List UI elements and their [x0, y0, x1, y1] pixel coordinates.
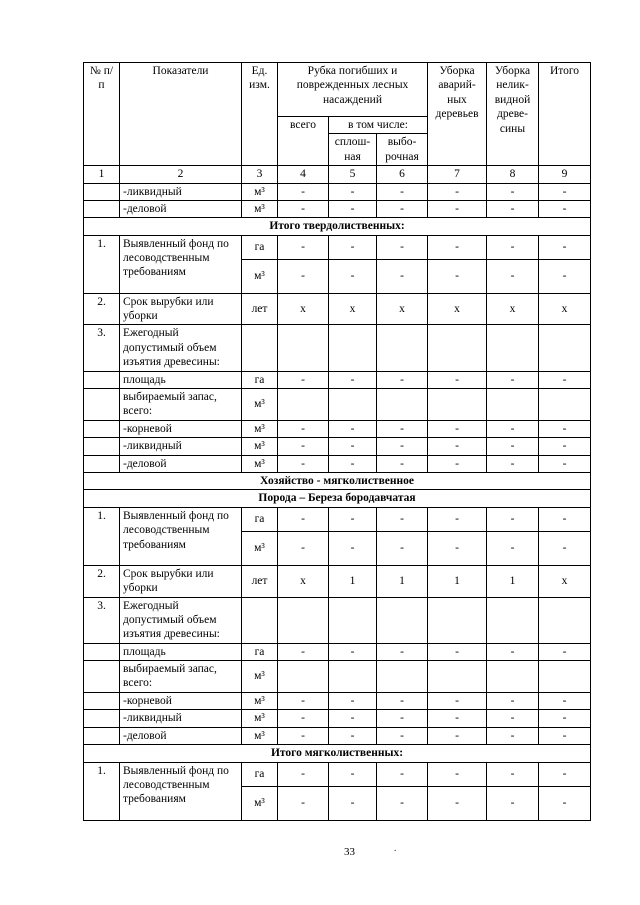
data-cell: - — [329, 727, 377, 744]
row-unit: га — [242, 235, 278, 259]
page-number: 33 — [344, 846, 355, 858]
data-cell: 1 — [487, 565, 539, 597]
data-cell: - — [487, 531, 539, 565]
table-row — [84, 693, 591, 710]
row-unit: м³ — [242, 438, 278, 455]
table-row — [84, 183, 591, 200]
row-number: 3. — [84, 597, 120, 643]
row-label: -корневой — [120, 420, 242, 437]
data-cell — [377, 388, 428, 420]
row-number: 1. — [84, 762, 120, 820]
col-number: 3 — [242, 166, 278, 183]
col-illiquid-header: Уборка нелик-видной древе-сины — [487, 63, 539, 166]
data-cell: - — [329, 371, 377, 388]
empty-cell — [278, 597, 329, 643]
data-cell: х — [539, 293, 591, 325]
col-number: 6 — [377, 166, 428, 183]
data-cell: - — [329, 710, 377, 727]
col-number: 8 — [487, 166, 539, 183]
data-cell: - — [329, 420, 377, 437]
row-unit: м³ — [242, 420, 278, 437]
row-number — [84, 371, 120, 388]
data-cell: - — [278, 420, 329, 437]
data-cell: - — [329, 693, 377, 710]
data-cell — [278, 661, 329, 693]
data-cell: - — [428, 762, 487, 786]
data-cell — [329, 661, 377, 693]
row-label: -корневой — [120, 693, 242, 710]
row-number — [84, 438, 120, 455]
data-cell: - — [278, 200, 329, 217]
data-cell — [428, 661, 487, 693]
data-cell: - — [377, 235, 428, 259]
table-row — [84, 762, 591, 786]
data-cell: - — [278, 183, 329, 200]
row-unit: м³ — [242, 661, 278, 693]
col-unit-header: Ед. изм. — [242, 63, 278, 166]
col-number: 1 — [84, 166, 120, 183]
data-cell: - — [329, 643, 377, 660]
table-row — [84, 597, 591, 643]
col-no-header: № п/п — [84, 63, 120, 166]
data-cell: - — [278, 531, 329, 565]
col-number: 5 — [329, 166, 377, 183]
row-label: площадь — [120, 643, 242, 660]
data-cell: - — [329, 438, 377, 455]
data-cell: - — [487, 438, 539, 455]
data-cell: - — [329, 455, 377, 472]
row-unit: м³ — [242, 455, 278, 472]
empty-cell — [487, 325, 539, 371]
col-indicator-header: Показатели — [120, 63, 242, 166]
table-row — [84, 643, 591, 660]
data-cell: - — [377, 455, 428, 472]
data-cell: - — [329, 183, 377, 200]
row-unit: м³ — [242, 259, 278, 293]
data-cell: - — [377, 200, 428, 217]
data-cell: - — [377, 438, 428, 455]
row-unit: лет — [242, 565, 278, 597]
table-row — [84, 293, 591, 325]
data-cell: - — [487, 455, 539, 472]
row-unit: лет — [242, 293, 278, 325]
data-cell: - — [539, 762, 591, 786]
data-cell: - — [377, 693, 428, 710]
data-cell: х — [428, 293, 487, 325]
data-cell: - — [539, 420, 591, 437]
data-cell: - — [278, 507, 329, 531]
data-cell: х — [329, 293, 377, 325]
data-cell: - — [487, 786, 539, 820]
row-number — [84, 420, 120, 437]
data-cell: - — [428, 371, 487, 388]
data-cell: - — [487, 235, 539, 259]
table-row — [84, 565, 591, 597]
data-cell: - — [428, 259, 487, 293]
data-cell: - — [539, 727, 591, 744]
data-cell: - — [428, 643, 487, 660]
data-cell: - — [329, 762, 377, 786]
data-cell: - — [428, 455, 487, 472]
data-cell: х — [278, 565, 329, 597]
row-unit: га — [242, 762, 278, 786]
row-label: -ликвидный — [120, 183, 242, 200]
empty-cell — [242, 325, 278, 371]
col-emergency-header: Уборка аварий-ных деревьев — [428, 63, 487, 166]
data-cell: - — [539, 710, 591, 727]
data-cell: - — [428, 438, 487, 455]
data-cell: - — [539, 507, 591, 531]
data-cell: - — [428, 200, 487, 217]
col-number: 2 — [120, 166, 242, 183]
row-unit: м³ — [242, 200, 278, 217]
table-row — [84, 420, 591, 437]
data-cell: - — [377, 183, 428, 200]
row-number — [84, 693, 120, 710]
row-number — [84, 727, 120, 744]
data-cell: - — [539, 183, 591, 200]
data-cell: - — [377, 762, 428, 786]
data-cell: - — [428, 710, 487, 727]
empty-cell — [242, 597, 278, 643]
row-unit: м³ — [242, 693, 278, 710]
data-cell: - — [329, 200, 377, 217]
data-cell: - — [377, 710, 428, 727]
col-number: 9 — [539, 166, 591, 183]
row-label: -ликвидный — [120, 438, 242, 455]
data-cell: х — [377, 293, 428, 325]
data-cell: - — [377, 531, 428, 565]
row-label: выбираемый запас, всего: — [120, 388, 242, 420]
data-cell: 1 — [428, 565, 487, 597]
data-cell: - — [539, 438, 591, 455]
data-cell: - — [377, 507, 428, 531]
data-cell: - — [428, 531, 487, 565]
data-cell: - — [278, 235, 329, 259]
table-row — [84, 455, 591, 472]
data-cell: - — [428, 693, 487, 710]
data-cell: - — [428, 420, 487, 437]
empty-cell — [487, 597, 539, 643]
data-cell: - — [487, 710, 539, 727]
data-cell: х — [539, 565, 591, 597]
data-cell — [487, 661, 539, 693]
row-unit: м³ — [242, 388, 278, 420]
data-table — [83, 62, 591, 821]
data-cell: х — [487, 293, 539, 325]
empty-cell — [329, 597, 377, 643]
table-row — [84, 438, 591, 455]
row-number: 2. — [84, 565, 120, 597]
row-number — [84, 661, 120, 693]
table-row — [84, 507, 591, 531]
data-cell: - — [278, 438, 329, 455]
data-cell: - — [539, 235, 591, 259]
row-label: Ежегодный допустимый объем изъятия древесины: — [120, 597, 242, 643]
table-row — [84, 727, 591, 744]
data-cell: - — [329, 507, 377, 531]
section-title: Итого твердолиственных: — [84, 218, 591, 235]
data-cell — [539, 661, 591, 693]
col-sum-header: Итого — [539, 63, 591, 166]
table-row — [84, 388, 591, 420]
data-cell: - — [487, 259, 539, 293]
data-cell: - — [278, 643, 329, 660]
data-cell: - — [329, 531, 377, 565]
row-number — [84, 455, 120, 472]
row-number — [84, 388, 120, 420]
col-number: 7 — [428, 166, 487, 183]
data-cell: - — [377, 259, 428, 293]
data-cell: - — [278, 455, 329, 472]
table-row — [84, 371, 591, 388]
data-cell: - — [487, 183, 539, 200]
data-cell — [428, 388, 487, 420]
empty-cell — [539, 325, 591, 371]
row-number — [84, 710, 120, 727]
data-cell — [278, 388, 329, 420]
row-unit: м³ — [242, 710, 278, 727]
data-cell — [539, 388, 591, 420]
row-number: 2. — [84, 293, 120, 325]
row-label: -ликвидный — [120, 710, 242, 727]
row-label: Выявленный фонд по лесоводственным требованиям — [120, 507, 242, 565]
data-cell: х — [278, 293, 329, 325]
col-incl-header: в том числе: — [329, 117, 428, 134]
col-number: 4 — [278, 166, 329, 183]
data-cell: - — [329, 235, 377, 259]
data-cell: - — [377, 420, 428, 437]
page-mark: . — [394, 843, 397, 853]
data-cell: - — [377, 786, 428, 820]
empty-cell — [329, 325, 377, 371]
section-title: Итого мягколиственных: — [84, 745, 591, 762]
data-cell: - — [278, 693, 329, 710]
empty-cell — [278, 325, 329, 371]
data-cell: - — [539, 643, 591, 660]
row-number — [84, 643, 120, 660]
data-cell: - — [377, 727, 428, 744]
col-clear-header: сплош-ная — [329, 134, 377, 166]
data-cell: - — [539, 371, 591, 388]
row-number: 1. — [84, 235, 120, 293]
data-cell: - — [428, 235, 487, 259]
row-unit: м³ — [242, 786, 278, 820]
row-label: Срок вырубки или уборки — [120, 293, 242, 325]
data-cell: - — [539, 786, 591, 820]
data-cell: 1 — [329, 565, 377, 597]
data-cell: - — [487, 507, 539, 531]
data-cell: - — [487, 371, 539, 388]
col-total-header: всего — [278, 117, 329, 166]
empty-cell — [428, 325, 487, 371]
col-felling-header: Рубка погибших и поврежденных лесных насаждений — [278, 63, 428, 117]
row-label: Срок вырубки или уборки — [120, 565, 242, 597]
data-cell — [329, 388, 377, 420]
row-number: 3. — [84, 325, 120, 371]
row-label: площадь — [120, 371, 242, 388]
table-row — [84, 235, 591, 259]
table-row — [84, 325, 591, 371]
data-cell: - — [428, 183, 487, 200]
data-cell: - — [428, 786, 487, 820]
data-cell: - — [487, 420, 539, 437]
table-row — [84, 200, 591, 217]
data-cell: - — [428, 727, 487, 744]
data-cell: - — [278, 259, 329, 293]
row-unit: га — [242, 371, 278, 388]
table-row — [84, 710, 591, 727]
empty-cell — [539, 597, 591, 643]
row-label: выбираемый запас, всего: — [120, 661, 242, 693]
row-unit: га — [242, 507, 278, 531]
data-cell — [377, 661, 428, 693]
data-cell: - — [539, 200, 591, 217]
row-unit: м³ — [242, 727, 278, 744]
data-cell: - — [487, 693, 539, 710]
data-cell: 1 — [377, 565, 428, 597]
data-cell: - — [329, 259, 377, 293]
row-number — [84, 183, 120, 200]
row-unit: м³ — [242, 183, 278, 200]
data-cell: - — [278, 762, 329, 786]
data-cell: - — [539, 455, 591, 472]
empty-cell — [428, 597, 487, 643]
data-cell: - — [539, 259, 591, 293]
data-cell: - — [278, 727, 329, 744]
row-label: Выявленный фонд по лесоводственным требованиям — [120, 235, 242, 293]
data-cell: - — [487, 762, 539, 786]
row-label: Ежегодный допустимый объем изъятия древесины: — [120, 325, 242, 371]
data-cell: - — [539, 693, 591, 710]
row-number — [84, 200, 120, 217]
species-title: Порода – Береза бородавчатая — [84, 490, 591, 507]
row-number: 1. — [84, 507, 120, 565]
data-cell: - — [278, 371, 329, 388]
data-cell: - — [487, 200, 539, 217]
data-cell: - — [487, 727, 539, 744]
data-cell: - — [278, 786, 329, 820]
farm-title: Хозяйство - мягколиственное — [84, 473, 591, 490]
data-cell: - — [539, 531, 591, 565]
row-label: -деловой — [120, 200, 242, 217]
empty-cell — [377, 325, 428, 371]
data-cell: - — [487, 643, 539, 660]
col-selective-header: выбо-рочная — [377, 134, 428, 166]
data-cell — [487, 388, 539, 420]
empty-cell — [377, 597, 428, 643]
row-unit: га — [242, 643, 278, 660]
row-label: -деловой — [120, 727, 242, 744]
data-cell: - — [278, 710, 329, 727]
row-label: Выявленный фонд по лесоводственным требованиям — [120, 762, 242, 820]
row-label: -деловой — [120, 455, 242, 472]
table-row — [84, 661, 591, 693]
row-unit: м³ — [242, 531, 278, 565]
data-cell: - — [428, 507, 487, 531]
data-cell: - — [377, 371, 428, 388]
data-cell: - — [377, 643, 428, 660]
data-cell: - — [329, 786, 377, 820]
